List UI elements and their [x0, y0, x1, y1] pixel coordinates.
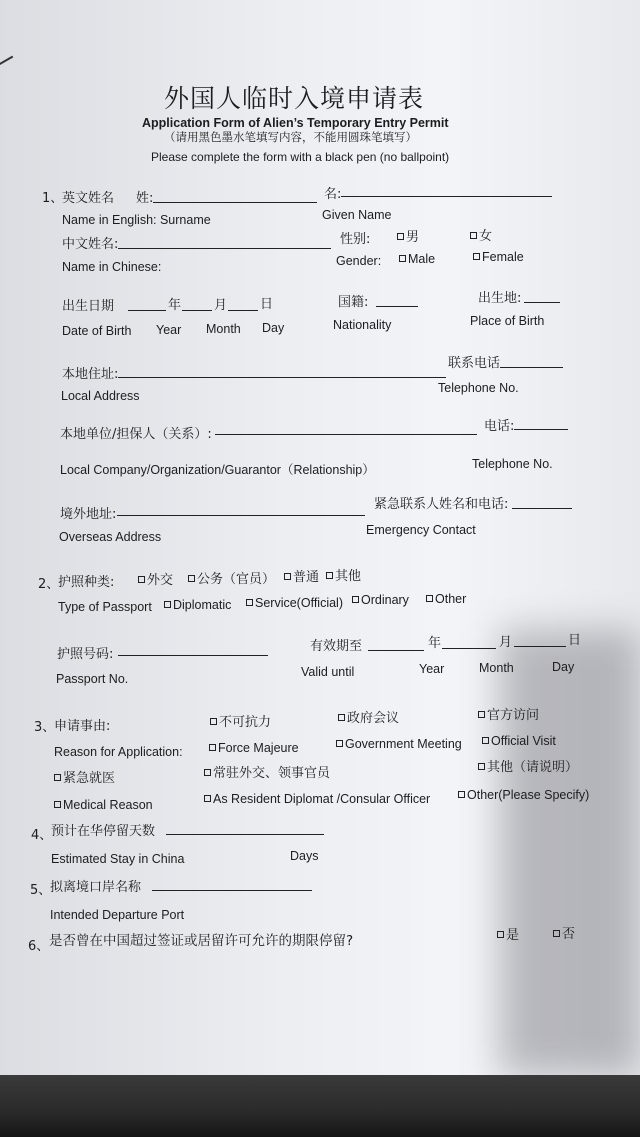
nationality-field[interactable] [376, 306, 418, 307]
stay-label-cn: 预计在华停留天数 [51, 824, 156, 839]
dob-day-field[interactable] [228, 310, 258, 311]
shadow-overlay [500, 630, 640, 1075]
male-option-cn[interactable]: 男 [397, 231, 419, 244]
surname-label-cn: 姓: [136, 191, 154, 206]
valid-month-cn: 月 [499, 635, 513, 650]
overstay-yes-option[interactable]: 是 [497, 929, 519, 942]
passport-ordinary-cn[interactable]: 普通 [284, 571, 319, 584]
cn-name-label-cn: 中文姓名: [62, 237, 119, 252]
pob-label-en: Place of Birth [470, 314, 545, 328]
valid-year-field[interactable] [368, 650, 424, 651]
dob-day-en: Day [262, 321, 285, 335]
surname-field[interactable] [153, 202, 317, 203]
s4-number: 4、 [31, 828, 53, 843]
valid-until-label-cn: 有效期至 [310, 639, 363, 654]
departure-port-label-en: Intended Departure Port [50, 908, 185, 922]
official-visit-en[interactable]: Official Visit [482, 735, 556, 748]
nationality-label-cn: 国籍: [338, 295, 369, 310]
valid-day-field[interactable] [514, 646, 566, 647]
company-label-cn: 本地单位/担保人（关系）: [60, 427, 212, 442]
overseas-address-field[interactable] [117, 515, 365, 516]
pob-field[interactable] [524, 302, 560, 303]
other-reason-cn[interactable]: 其他（请说明） [478, 761, 578, 774]
passport-service-en[interactable]: Service(Official) [246, 597, 343, 610]
reason-label-cn: 申请事由: [54, 719, 111, 734]
stay-label-en: Estimated Stay in China [51, 852, 185, 866]
form-title-cn: 外国人临时入境申请表 [164, 84, 425, 113]
overseas-address-label-en: Overseas Address [59, 530, 162, 544]
pob-label-cn: 出生地: [478, 291, 522, 306]
overstay-question-cn: 是否曾在中国超过签证或居留许可允许的期限停留? [49, 933, 354, 949]
female-option-cn[interactable]: 女 [470, 230, 492, 243]
medical-reason-cn[interactable]: 紧急就医 [54, 772, 115, 785]
passport-no-label-en: Passport No. [56, 672, 129, 686]
checkbox-icon [164, 601, 171, 608]
company-field[interactable] [215, 434, 477, 435]
form-note-cn: （请用黑色墨水笔填写内容，不能用圆珠笔填写） [164, 130, 417, 144]
checkbox-icon [54, 801, 61, 808]
overstay-no-option[interactable]: 否 [553, 928, 575, 941]
checkbox-icon [473, 253, 480, 260]
dob-month-en: Month [206, 322, 241, 336]
official-visit-cn[interactable]: 官方访问 [478, 709, 539, 722]
form-title-en: Application Form of Alien’s Temporary Entry Permit [142, 116, 449, 130]
checkbox-icon [204, 769, 211, 776]
cn-name-field[interactable] [118, 248, 331, 249]
valid-year-en: Year [419, 662, 445, 676]
given-name-label-cn: 名: [324, 187, 342, 202]
checkbox-icon [336, 740, 343, 747]
form-note-en: Please complete the form with a black pen (no ballpoint) [151, 150, 450, 164]
checkbox-icon [399, 255, 406, 262]
s2-number: 2、 [38, 577, 60, 592]
checkbox-icon [470, 232, 477, 239]
telephone-field[interactable] [500, 367, 563, 368]
dob-month-cn: 月 [214, 298, 228, 313]
s1-number: 1、 [42, 191, 64, 206]
passport-type-label-en: Type of Passport [58, 600, 152, 614]
passport-service-cn[interactable]: 公务（官员） [188, 573, 275, 586]
eng-name-label-cn: 英文姓名 [62, 191, 115, 206]
resident-diplomat-cn[interactable]: 常驻外交、领事官员 [204, 767, 330, 780]
checkbox-icon [497, 931, 504, 938]
passport-type-label-cn: 护照种类: [58, 575, 115, 590]
dob-year-cn: 年 [168, 298, 182, 313]
resident-diplomat-en[interactable]: As Resident Diplomat /Consular Officer [204, 793, 430, 806]
checkbox-icon [326, 572, 333, 579]
checkbox-icon [284, 573, 291, 580]
dob-year-en: Year [156, 323, 182, 337]
s6-number: 6、 [28, 939, 50, 954]
local-address-label-cn: 本地住址: [62, 367, 119, 382]
reason-label-en: Reason for Application: [54, 745, 183, 759]
checkbox-icon [352, 596, 359, 603]
telephone2-label-cn: 电话: [484, 419, 515, 434]
passport-no-field[interactable] [118, 655, 268, 656]
dob-label-en: Date of Birth [62, 324, 132, 338]
dob-month-field[interactable] [182, 310, 212, 311]
passport-ordinary-en[interactable]: Ordinary [352, 594, 409, 607]
nationality-label-en: Nationality [333, 318, 392, 332]
medical-reason-en[interactable]: Medical Reason [54, 799, 153, 812]
s3-number: 3、 [34, 720, 56, 735]
passport-diplomatic-cn[interactable]: 外交 [138, 574, 173, 587]
emergency-contact-label-en: Emergency Contact [366, 523, 476, 537]
checkbox-icon [54, 774, 61, 781]
dob-year-field[interactable] [128, 310, 166, 311]
given-name-field[interactable] [341, 196, 552, 197]
passport-diplomatic-en[interactable]: Diplomatic [164, 599, 231, 612]
male-option-en[interactable]: Male [399, 253, 435, 266]
checkbox-icon [338, 714, 345, 721]
other-reason-en[interactable]: Other(Please Specify) [458, 789, 589, 802]
government-meeting-en[interactable]: Government Meeting [336, 738, 462, 751]
checkbox-icon [458, 791, 465, 798]
local-address-field[interactable] [118, 377, 446, 378]
departure-port-label-cn: 拟离境口岸名称 [50, 880, 142, 895]
passport-other-en[interactable]: Other [426, 593, 466, 606]
valid-month-en: Month [479, 661, 514, 675]
checkbox-icon [553, 930, 560, 937]
valid-until-label-en: Valid until [301, 665, 355, 679]
gender-label-cn: 性别: [340, 232, 371, 247]
valid-year-cn: 年 [428, 636, 442, 651]
s5-number: 5、 [30, 883, 52, 898]
floor-background [0, 1075, 640, 1137]
stay-days-field[interactable] [166, 834, 324, 835]
emergency-contact-label-cn: 紧急联系人姓名和电话: [374, 497, 509, 512]
company-label-en: Local Company/Organization/Guarantor（Relationship） [60, 463, 375, 477]
checkbox-icon [246, 599, 253, 606]
cn-name-label-en: Name in Chinese: [62, 260, 162, 274]
checkbox-icon [426, 595, 433, 602]
dob-day-cn: 日 [260, 297, 274, 312]
government-meeting-cn[interactable]: 政府会议 [338, 712, 399, 725]
eng-name-label-en: Name in English: Surname [62, 213, 211, 227]
dob-label-cn: 出生日期 [62, 299, 115, 314]
stay-days-unit: Days [290, 849, 319, 863]
valid-day-en: Day [552, 660, 575, 674]
checkbox-icon [210, 718, 217, 725]
checkbox-icon [188, 575, 195, 582]
checkbox-icon [478, 763, 485, 770]
emergency-contact-field[interactable] [512, 508, 572, 509]
telephone-label-en: Telephone No. [438, 381, 519, 395]
force-majeure-en[interactable]: Force Majeure [209, 742, 299, 755]
checkbox-icon [478, 711, 485, 718]
valid-month-field[interactable] [442, 648, 496, 649]
overseas-address-label-cn: 境外地址: [60, 507, 117, 522]
gender-label-en: Gender: [336, 254, 382, 268]
telephone-label-cn: 联系电话 [448, 356, 501, 371]
checkbox-icon [397, 233, 404, 240]
checkbox-icon [209, 744, 216, 751]
valid-day-cn: 日 [568, 633, 582, 648]
telephone2-label-en: Telephone No. [472, 457, 553, 471]
telephone2-field[interactable] [514, 429, 568, 430]
female-option-en[interactable]: Female [473, 251, 524, 264]
checkbox-icon [204, 795, 211, 802]
given-name-label-en: Given Name [322, 208, 392, 222]
checkbox-icon [138, 576, 145, 583]
local-address-label-en: Local Address [61, 389, 140, 403]
passport-no-label-cn: 护照号码: [57, 647, 114, 662]
checkbox-icon [482, 737, 489, 744]
departure-port-field[interactable] [152, 890, 312, 891]
passport-other-cn[interactable]: 其他 [326, 570, 361, 583]
force-majeure-cn[interactable]: 不可抗力 [210, 716, 271, 729]
